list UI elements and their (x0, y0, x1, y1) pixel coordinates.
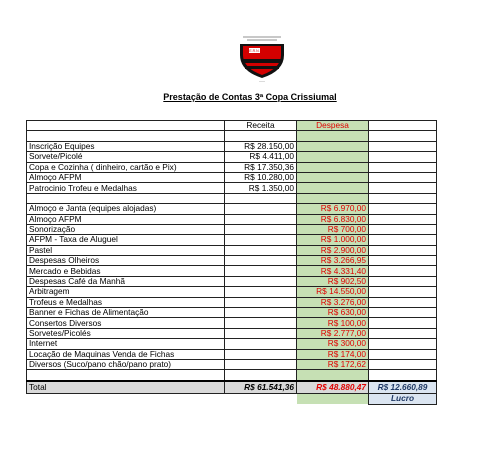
spacer-cell (297, 393, 369, 404)
extra-cell (369, 308, 437, 318)
receita-value (225, 214, 297, 224)
receita-value (225, 297, 297, 307)
despesa-row (27, 339, 437, 349)
receita-value (225, 308, 297, 318)
receita-value (225, 235, 297, 245)
extra-cell (369, 297, 437, 307)
receita-value (225, 318, 297, 328)
despesa-row (27, 276, 437, 286)
receita-value: R$ 10.280,00 (225, 172, 297, 182)
blank-cell (225, 193, 297, 203)
blank-cell (369, 370, 437, 381)
row-label: Inscrição Equipes (27, 141, 225, 151)
despesa-row (27, 214, 437, 224)
row-label: Arbitragem (27, 287, 225, 297)
extra-cell (369, 162, 437, 172)
extra-cell (369, 172, 437, 182)
receita-value: R$ 4.411,00 (225, 152, 297, 162)
extra-cell (369, 245, 437, 255)
receita-value (225, 349, 297, 359)
despesa-row (27, 256, 437, 266)
despesa-row (27, 245, 437, 255)
receita-value (225, 224, 297, 234)
receita-row (27, 141, 437, 151)
lucro-row (27, 393, 437, 404)
receita-value (225, 276, 297, 286)
spacer-cell (225, 393, 297, 404)
row-label: Pastel (27, 245, 225, 255)
row-label: Almoço AFPM (27, 172, 225, 182)
row-label: Copa e Cozinha ( dinheiro, cartão e Pix) (27, 162, 225, 172)
blank-cell (297, 131, 369, 141)
extra-cell (369, 328, 437, 338)
header-row (27, 121, 437, 131)
receita-value (225, 287, 297, 297)
despesa-value: R$ 14.550,00 (297, 287, 369, 297)
despesa-value: R$ 902,50 (297, 276, 369, 286)
despesa-row (27, 204, 437, 214)
accounts-table (26, 120, 437, 405)
row-label: Sorvete/Picolé (27, 152, 225, 162)
extra-cell (369, 276, 437, 286)
row-label: Internet (27, 339, 225, 349)
despesa-value (297, 152, 369, 162)
header-blank-cell (27, 121, 225, 131)
despesa-value: R$ 6.830,00 (297, 214, 369, 224)
spacer-cell (27, 393, 225, 404)
row-label: AFPM - Taxa de Aluguel (27, 235, 225, 245)
blank-cell (225, 370, 297, 381)
receita-value (225, 359, 297, 369)
extra-cell (369, 349, 437, 359)
row-label: Locação de Maquinas Venda de Fichas (27, 349, 225, 359)
despesa-value (297, 183, 369, 193)
row-label: Consertos Diversos (27, 318, 225, 328)
despesa-row (27, 287, 437, 297)
receita-value (225, 204, 297, 214)
despesa-value: R$ 300,00 (297, 339, 369, 349)
despesa-row (27, 318, 437, 328)
blank-row (27, 131, 437, 141)
despesa-value: R$ 2.777,00 (297, 328, 369, 338)
blank-row (27, 193, 437, 203)
despesa-value: R$ 700,00 (297, 224, 369, 234)
row-label: Almoço e Janta (equipes alojadas) (27, 204, 225, 214)
blank-cell (297, 193, 369, 203)
row-label: Diversos (Suco/pano chão/pano prato) (27, 359, 225, 369)
crest-caption-line: —— (259, 79, 265, 83)
total-despesa: R$ 48.880,47 (297, 381, 369, 394)
header-empty (369, 121, 437, 131)
blank-cell (225, 131, 297, 141)
despesa-value: R$ 3.266,95 (297, 256, 369, 266)
row-label: Almoço AFPM (27, 214, 225, 224)
despesa-row (27, 359, 437, 369)
receita-row (27, 162, 437, 172)
despesa-value: R$ 2.900,00 (297, 245, 369, 255)
extra-cell (369, 141, 437, 151)
despesa-value: R$ 4.331,40 (297, 266, 369, 276)
receita-value (225, 266, 297, 276)
despesa-row (27, 328, 437, 338)
receita-value (225, 339, 297, 349)
extra-cell (369, 224, 437, 234)
lucro-label: Lucro (369, 393, 437, 404)
despesa-row (27, 266, 437, 276)
despesa-value: R$ 172,62 (297, 359, 369, 369)
extra-cell (369, 235, 437, 245)
extra-cell (369, 214, 437, 224)
row-label: Trofeus e Medalhas (27, 297, 225, 307)
extra-cell (369, 318, 437, 328)
club-crest-logo (237, 33, 287, 79)
row-label: Banner e Fichas de Alimentação (27, 308, 225, 318)
row-label: Despesas Olheiros (27, 256, 225, 266)
header-despesa: Despesa (297, 121, 369, 131)
blank-cell (27, 131, 225, 141)
despesa-value (297, 141, 369, 151)
total-receita: R$ 61.541,36 (225, 381, 297, 394)
extra-cell (369, 287, 437, 297)
extra-cell (369, 266, 437, 276)
despesa-value: R$ 3.276,00 (297, 297, 369, 307)
despesa-value (297, 172, 369, 182)
receita-value (225, 328, 297, 338)
despesa-value: R$ 630,00 (297, 308, 369, 318)
despesa-row (27, 235, 437, 245)
blank-cell (297, 370, 369, 381)
blank-cell (27, 193, 225, 203)
despesa-row (27, 349, 437, 359)
despesa-row (27, 308, 437, 318)
row-label: Sorvetes/Picolés (27, 328, 225, 338)
extra-cell (369, 152, 437, 162)
extra-cell (369, 339, 437, 349)
extra-cell (369, 359, 437, 369)
despesa-value: R$ 100,00 (297, 318, 369, 328)
row-label: Sonorização (27, 224, 225, 234)
blank-cell (369, 193, 437, 203)
lucro-value: R$ 12.660,89 (369, 381, 437, 394)
receita-value: R$ 28.150,00 (225, 141, 297, 151)
receita-value (225, 256, 297, 266)
blank-cell (27, 370, 225, 381)
extra-cell (369, 183, 437, 193)
despesa-value: R$ 174,00 (297, 349, 369, 359)
document-title: Prestação de Contas 3ª Copa Crissiumal (163, 92, 337, 102)
blank-cell (369, 131, 437, 141)
despesa-value: R$ 1.000,00 (297, 235, 369, 245)
row-label: Mercado e Bebidas (27, 266, 225, 276)
row-label: Patrocinio Trofeu e Medalhas (27, 183, 225, 193)
despesa-row (27, 224, 437, 234)
receita-value: R$ 17.350,36 (225, 162, 297, 172)
despesa-value: R$ 6.970,00 (297, 204, 369, 214)
despesa-row (27, 297, 437, 307)
extra-cell (369, 256, 437, 266)
total-row (27, 381, 437, 394)
extra-cell (369, 204, 437, 214)
despesa-value (297, 162, 369, 172)
receita-row (27, 183, 437, 193)
blank-row (27, 370, 437, 381)
svg-text:E.R.N.: E.R.N. (249, 49, 260, 53)
header-receita: Receita (225, 121, 297, 131)
total-label: Total (27, 381, 225, 394)
receita-row (27, 172, 437, 182)
receita-value: R$ 1.350,00 (225, 183, 297, 193)
row-label: Despesas Café da Manhã (27, 276, 225, 286)
receita-value (225, 245, 297, 255)
receita-row (27, 152, 437, 162)
